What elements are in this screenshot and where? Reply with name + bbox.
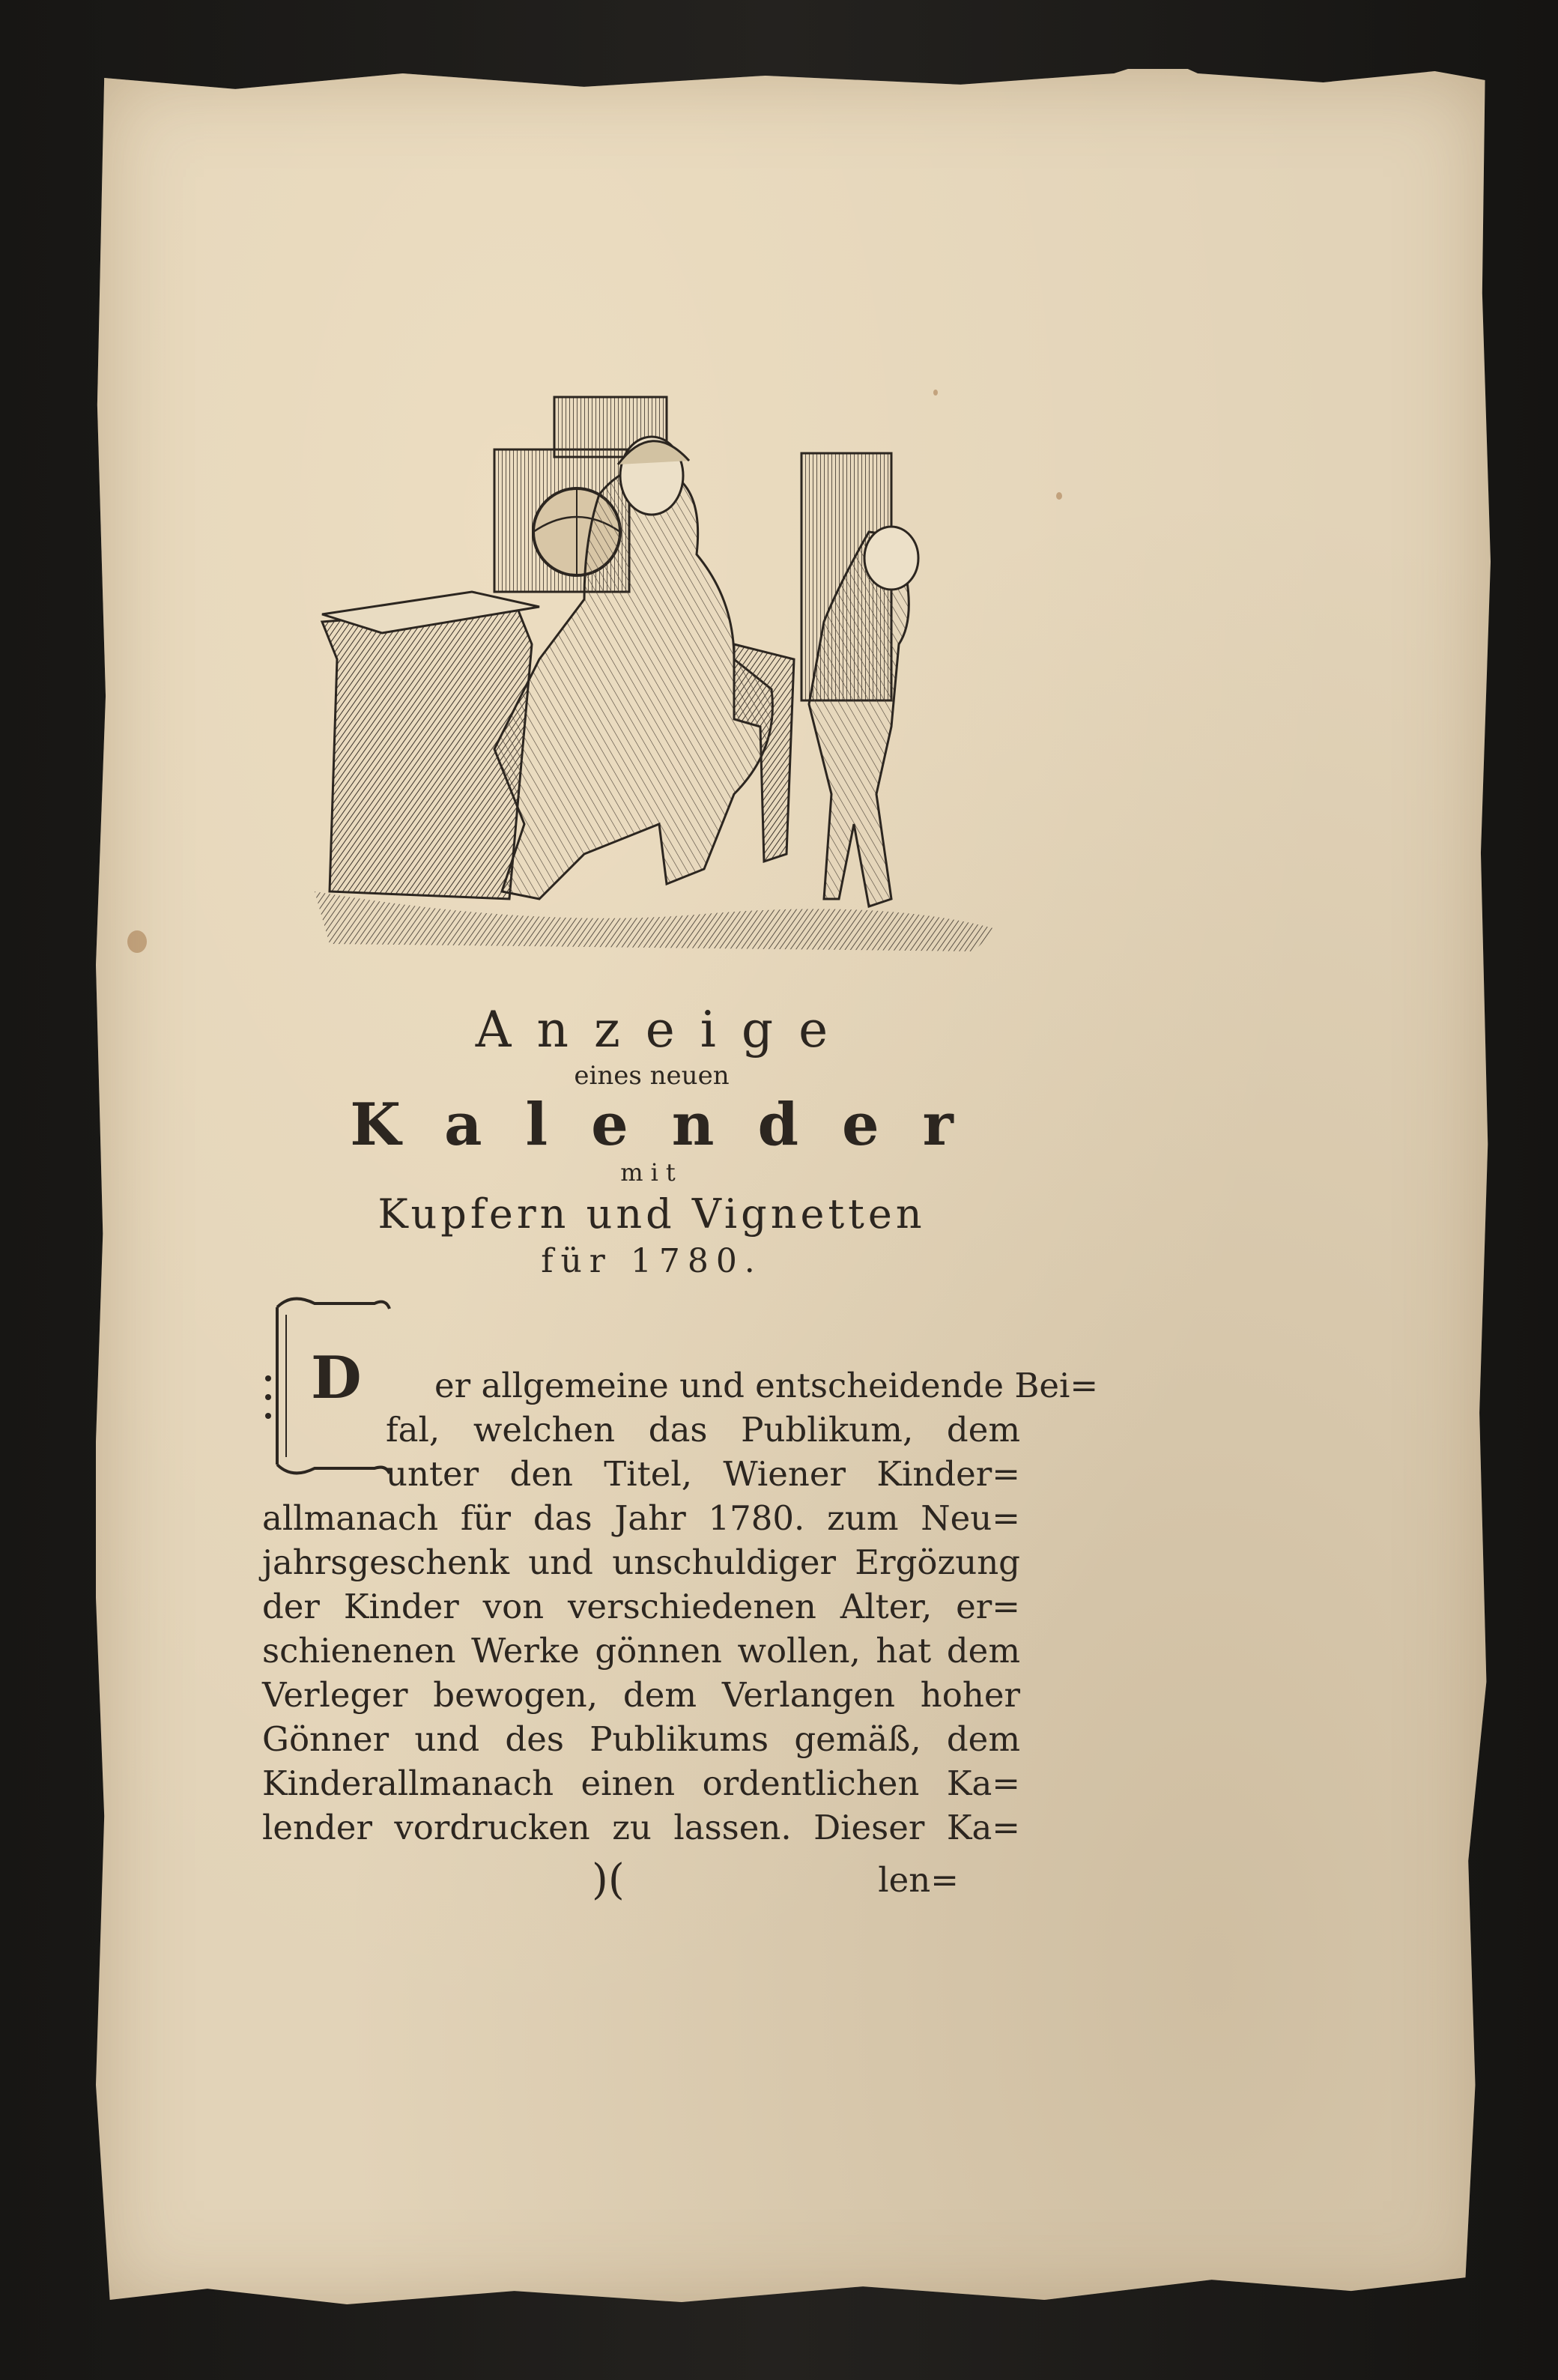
- text-line: Kinderallmanach einen ordentlichen Ka=: [262, 1763, 1020, 1803]
- text-line: lender vordrucken zu lassen. Dieser Ka=: [262, 1808, 1020, 1847]
- title-block: [255, 1001, 1049, 1281]
- text-line: er allgemeine und entscheidende Bei=: [434, 1366, 1099, 1405]
- text-line: Verleger bewogen, dem Verlangen hoher: [262, 1675, 1020, 1715]
- text-line: allmanach für das Jahr 1780. zum Neu=: [262, 1498, 1020, 1538]
- engraving-vignette: [315, 375, 996, 951]
- floor-shadow: [315, 891, 996, 951]
- text-line: fal, welchen das Publikum, dem: [386, 1410, 1020, 1450]
- page-footer: [262, 1858, 1011, 1910]
- title-anzeige: Anzeige: [475, 1001, 854, 1059]
- foxing-stain: [1056, 492, 1062, 500]
- catchword: len=: [878, 1860, 959, 1900]
- body-paragraph: [262, 1363, 1099, 1850]
- foxing-stain: [127, 930, 147, 953]
- text-line: Gönner und des Publikums gemäß, dem: [262, 1719, 1020, 1759]
- signature-mark: )(: [592, 1856, 625, 1904]
- title-kalender: Kalender: [350, 1091, 997, 1159]
- title-eines-neuen: eines neuen: [574, 1061, 730, 1091]
- title-fuer-1780: für 1780.: [541, 1242, 763, 1280]
- text-line: schienenen Werke gönnen wollen, hat dem: [262, 1631, 1020, 1671]
- text-line: jahrsgeschenk und unschuldiger Ergözung: [262, 1542, 1020, 1582]
- text-line: unter den Titel, Wiener Kinder=: [386, 1454, 1020, 1494]
- drop-initial: D: [311, 1344, 362, 1412]
- text-line: der Kinder von verschiedenen Alter, er=: [262, 1587, 1020, 1626]
- boy-head: [864, 527, 918, 590]
- title-kupfern-und-vignetten: Kupfern und Vignetten: [378, 1190, 926, 1238]
- title-mit: mit: [620, 1158, 683, 1187]
